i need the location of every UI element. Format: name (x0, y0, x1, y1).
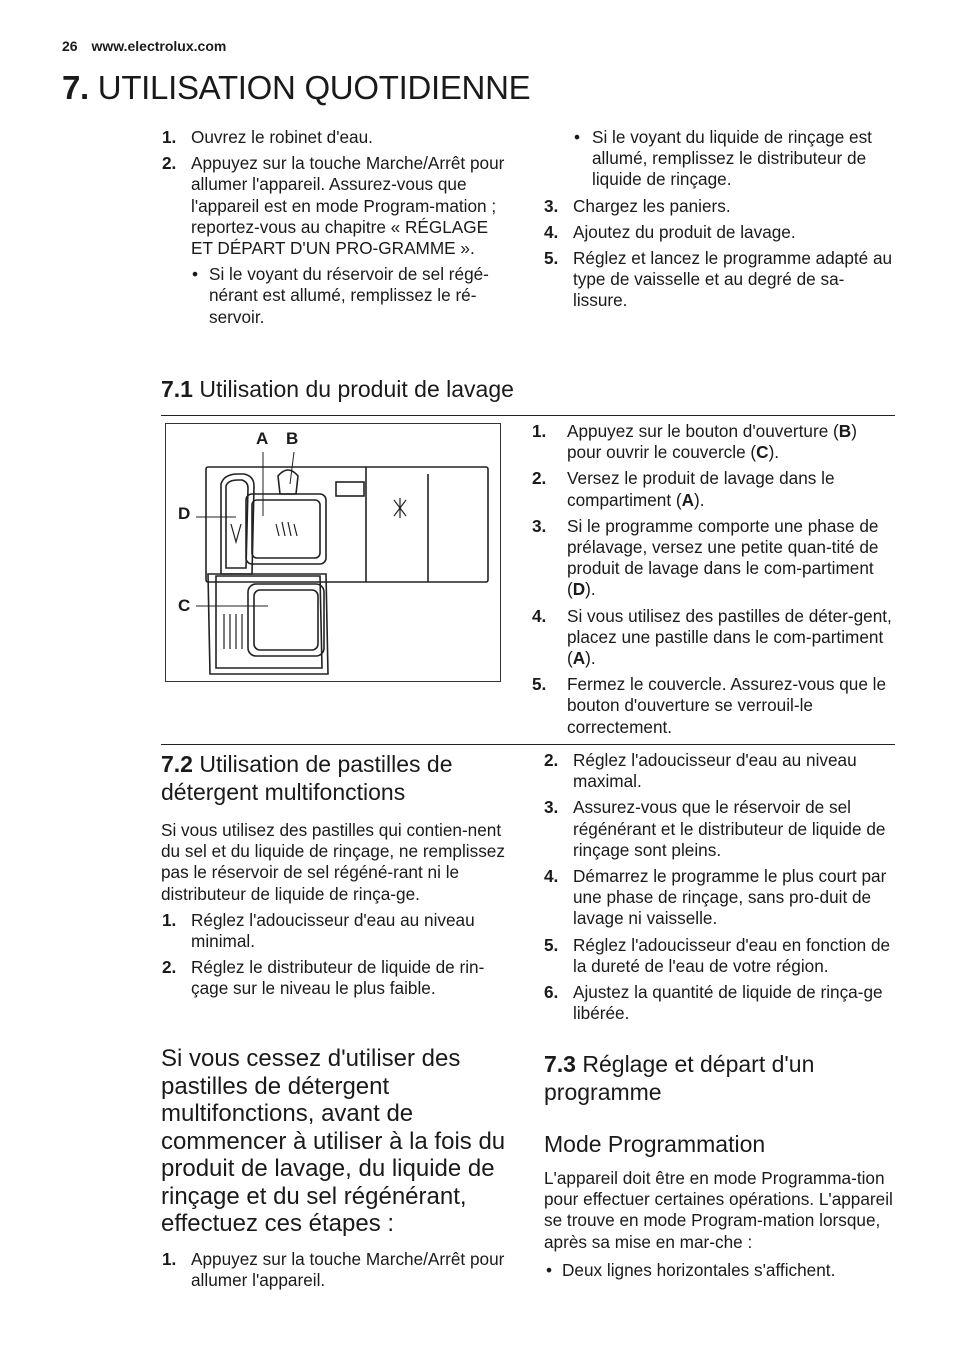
section-number: 7.1 (161, 376, 193, 402)
step-text: ). (585, 648, 596, 669)
list-item (544, 750, 898, 792)
step-number: 2. (532, 468, 547, 489)
step-number: 3. (544, 195, 559, 216)
list-item (162, 153, 512, 259)
section-heading-7-1 (161, 375, 514, 403)
step-number: 2. (162, 153, 177, 174)
section-title: Utilisation du produit de lavage (199, 376, 514, 402)
list-item (162, 264, 512, 328)
bullet-icon: • (546, 1259, 553, 1280)
step-text: Si le programme comporte une phase de prélavage, versez une petite quan-tité de produit de lavage dans le com-partiment ( (567, 515, 879, 600)
list-item (544, 248, 896, 312)
step-text: Ajoutez du produit de lavage. (573, 221, 796, 242)
s72-right-column (544, 750, 898, 1029)
s72-left-column (161, 750, 513, 1005)
step-text: Appuyez sur la touche Marche/Arrêt pour allumer l'appareil. Assurez-vous que l'appareil est en mode Program-mation ; reportez-vous au chapitre « RÉGLAGE ET DÉPART D'UN PRO-GRAMME ». (191, 153, 505, 259)
figure-label-a: A (256, 429, 269, 448)
step-ref: A (572, 648, 586, 669)
intro-left-column (162, 127, 512, 333)
step-number: 1. (162, 1249, 177, 1269)
section-number: 7.3 (544, 1051, 576, 1077)
bullet-text: Si le voyant du réservoir de sel régé-nérant est allumé, remplissez le ré-servoir. (209, 264, 489, 327)
section-divider (161, 744, 895, 745)
figure-label-c: C (178, 596, 191, 615)
step-text: Chargez les paniers. (573, 195, 731, 216)
step-text: Appuyez sur le bouton d'ouverture ( (567, 421, 839, 441)
list-item (544, 866, 898, 930)
step-text: ). (694, 489, 705, 510)
list-item (162, 127, 512, 148)
page-number: 26 (62, 38, 78, 54)
dispenser-illustration (166, 424, 500, 681)
title-text: UTILISATION QUOTIDIENNE (97, 69, 531, 106)
list-item (544, 935, 898, 977)
section-divider (161, 415, 895, 416)
step-text: Si vous utilisez des pastilles de déter-gent, placez une pastille dans le com-partiment ( (567, 605, 892, 669)
section-heading-7-2 (161, 750, 513, 806)
header-url[interactable]: www.electrolux.com (91, 38, 227, 54)
figure-label-b: B (286, 429, 299, 448)
step-text: ). (585, 579, 596, 600)
step-number: 5. (544, 248, 559, 269)
step-number: 3. (532, 515, 547, 536)
section-title: Réglage et départ d'un programme (544, 1051, 815, 1105)
s72-paragraph: Si vous utilisez des pastilles qui contien-nent du sel et du liquide de rinçage, ne remplissez pas le réservoir de sel régéné-rant ni le distributeur de liquide de rinça-ge. (161, 820, 505, 904)
list-item (532, 606, 892, 670)
step-ref: A (681, 489, 695, 510)
list-item (532, 674, 892, 738)
section-heading-7-3 (544, 1050, 894, 1106)
intro-right-column (544, 127, 896, 317)
step-ref: C (756, 442, 769, 463)
step-number: 4. (544, 866, 559, 887)
step-text: Réglez l'adoucisseur d'eau au niveau minimal. (191, 909, 475, 952)
list-item (532, 421, 892, 463)
sub-heading: Mode Programmation (544, 1131, 766, 1157)
step-number: 4. (532, 605, 547, 626)
page-header (62, 38, 226, 54)
step-text: Ajustez la quantité de liquide de rinça-ge libérée. (573, 982, 883, 1024)
cease-steps (162, 1249, 512, 1296)
step-text: Réglez et lancez le programme adapté au type de vaisselle et au degré de sa-lissure. (573, 248, 893, 311)
step-number: 5. (544, 934, 559, 955)
step-text: ). (768, 442, 780, 463)
list-item (162, 910, 513, 952)
bullet-text: Si le voyant du liquide de rinçage est allumé, remplissez le distributeur de liquide de rinçage. (592, 127, 872, 190)
page-title (62, 66, 530, 110)
step-number: 2. (162, 957, 177, 978)
list-item (532, 468, 892, 510)
step-text: ) pour ouvrir le couvercle ( (567, 421, 857, 463)
list-item (544, 797, 898, 861)
step-number: 1. (162, 909, 177, 930)
step-text: Appuyez sur la touche Marche/Arrêt pour allumer l'appareil. (191, 1249, 505, 1291)
list-item (544, 222, 896, 243)
step-text: Réglez l'adoucisseur d'eau en fonction de la dureté de l'eau de votre région. (573, 934, 891, 976)
step-number: 2. (544, 750, 559, 770)
step-text: Fermez le couvercle. Assurez-vous que le bouton d'ouverture se verrouil-le correctement. (567, 674, 887, 737)
s71-steps (532, 421, 892, 743)
bullet-icon: • (574, 127, 581, 147)
s73-paragraph: L'appareil doit être en mode Programma-tion pour effectuer certaines opérations. L'appareil se trouve en mode Program-mation lorsque, après sa mise en mar-che : (544, 1168, 893, 1252)
step-ref: D (572, 579, 586, 600)
cease-heading: Si vous cessez d'utiliser des pastilles de détergent multifonctions, avant de commencer à utiliser à la fois du produit de lavage, du liquide de rinçage et du sel régénérant, effectuez ces étapes : (161, 1045, 506, 1237)
step-text: Réglez le distributeur de liquide de rin-çage sur le niveau le plus faible. (191, 957, 485, 999)
step-text: Réglez l'adoucisseur d'eau au niveau maximal. (573, 750, 857, 792)
list-item (162, 1249, 512, 1291)
step-ref: B (838, 421, 852, 441)
list-item (544, 982, 898, 1024)
step-number: 3. (544, 797, 559, 818)
step-number: 1. (532, 421, 547, 441)
list-item (544, 1260, 894, 1281)
bullet-icon: • (192, 264, 199, 285)
step-number: 6. (544, 982, 559, 1003)
step-number: 5. (532, 674, 547, 695)
section-7-3 (544, 1050, 894, 1286)
list-item (532, 516, 892, 601)
list-item (162, 957, 513, 999)
step-text: Versez le produit de lavage dans le compartiment ( (567, 468, 835, 510)
step-text: Démarrez le programme le plus court par une phase de rinçage, sans pro-duit de lavage ni vaisselle. (573, 866, 887, 929)
step-number: 4. (544, 221, 559, 242)
section-title: Utilisation de pastilles de détergent multifonctions (161, 751, 453, 805)
step-number: 1. (162, 127, 177, 147)
figure-label-d: D (178, 504, 191, 523)
section-number: 7.2 (161, 751, 193, 777)
list-item (544, 196, 896, 217)
step-text: Assurez-vous que le réservoir de sel régénérant et le distributeur de liquide de rinçage sont pleins. (573, 797, 886, 860)
detergent-dispenser-figure (165, 423, 501, 682)
list-item (544, 127, 896, 191)
bullet-text: Deux lignes horizontales s'affichent. (562, 1259, 836, 1280)
step-text: Ouvrez le robinet d'eau. (191, 127, 373, 147)
title-number: 7. (62, 69, 89, 106)
